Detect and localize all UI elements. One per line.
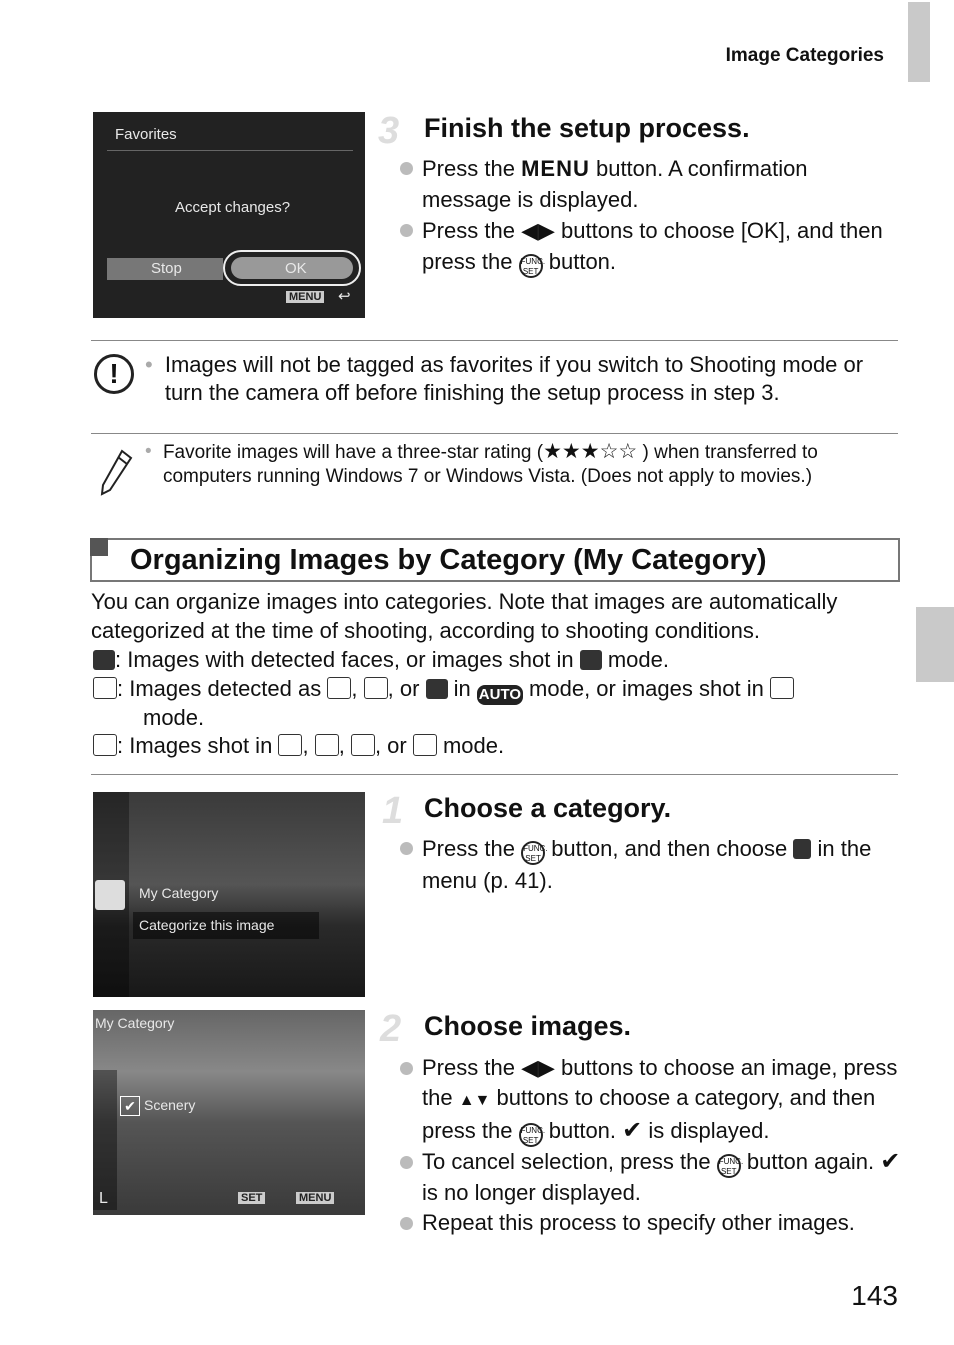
- ok-label: OK: [285, 260, 307, 277]
- caution-note: • Images will not be tagged as favorites if you switch to Shooting mode or turn the camera off before finishing the setup process in step 3.: [145, 352, 864, 405]
- kids-mode-icon: [278, 734, 302, 756]
- menu-label: My Category: [139, 885, 219, 901]
- category-item-label: Scenery: [144, 1097, 196, 1113]
- set-chip: SET: [238, 1192, 265, 1204]
- events-category-icon: [93, 734, 117, 756]
- menu-action-label: Categorize this image: [139, 917, 275, 933]
- size-label: L: [99, 1190, 108, 1207]
- checkmark-icon: ✔: [622, 1117, 643, 1144]
- left-right-arrows-icon: ◀▶: [521, 1055, 555, 1080]
- category-line-scenery: : Images detected as , , or in AUTO mode, or images shot in: [93, 674, 903, 705]
- step-number-2: 2: [380, 1008, 402, 1050]
- step-1-title: Choose a category.: [424, 793, 672, 823]
- camera-screen-favorites: [93, 112, 365, 318]
- screen-question: Accept changes?: [175, 199, 291, 216]
- scenery-category-icon: [93, 677, 117, 699]
- checkbox-checked: ✔: [120, 1096, 140, 1116]
- selected-menu-icon: [95, 880, 125, 910]
- step-2-bullet-2: To cancel selection, press the FUNC. SET button again. ✔ is no longer displayed.: [398, 1147, 903, 1208]
- night-scene-icon: [426, 679, 448, 699]
- scenery-mode-icon: [770, 677, 794, 699]
- running-header: Image Categories: [725, 45, 884, 66]
- camera-screen-func-menu: [93, 792, 365, 997]
- func-set-icon: FUNC. SET: [519, 1123, 543, 1147]
- page-number: 143: [851, 1280, 898, 1311]
- step-2-bullet-1: Press the ◀▶ buttons to choose an image, press the ▲▼ buttons to choose a category, and then press the FUNC. SET button. ✔ is displayed.: [398, 1053, 903, 1147]
- camera-screen-my-category: [93, 1010, 365, 1215]
- func-set-icon: FUNC. SET: [521, 841, 545, 865]
- func-set-icon: FUNC. SET: [717, 1154, 741, 1178]
- up-down-arrows-icon: ▲▼: [458, 1092, 491, 1109]
- stop-label: Stop: [151, 260, 182, 277]
- thumb-tab-top: [908, 2, 930, 82]
- divider-top: [91, 340, 898, 341]
- category-line-events: : Images shot in , , , or mode.: [93, 731, 903, 760]
- auto-mode-icon: AUTO: [478, 686, 522, 703]
- heading-marker: [90, 538, 108, 556]
- section-intro: You can organize images into categories. Note that images are automatically categorized at the time of shooting, according to shooting conditions.: [91, 589, 838, 643]
- step-2-title: Choose images.: [424, 1011, 632, 1041]
- category-line-people: : Images with detected faces, or images shot in mode.: [93, 645, 903, 674]
- thumb-tab-chapter: [916, 607, 954, 682]
- section-heading-box: [90, 538, 900, 582]
- divider: [107, 150, 353, 151]
- menu-chip: MENU: [296, 1192, 334, 1204]
- left-right-arrows-icon: ◀▶: [521, 218, 555, 243]
- sunset-scene-icon: [364, 677, 388, 699]
- portrait-mode-icon: [580, 650, 602, 670]
- landscape-scene-icon: [327, 677, 351, 699]
- category-line-scenery-cont: mode.: [143, 705, 205, 730]
- category-column: [93, 1070, 117, 1210]
- sports-mode-icon: [351, 734, 375, 756]
- screen-title: My Category: [95, 1015, 175, 1031]
- step-2-bullet-3: Repeat this process to specify other images.: [398, 1208, 903, 1238]
- step-3-title: Finish the setup process.: [424, 113, 750, 143]
- menu-button-icon: MENU: [521, 156, 590, 181]
- people-category-icon: [93, 650, 115, 670]
- step-number-1: 1: [382, 790, 404, 832]
- back-icon: ↩: [338, 288, 351, 305]
- pencil-icon: [100, 448, 134, 496]
- screen-title: Favorites: [115, 126, 177, 143]
- my-category-icon: [793, 839, 811, 859]
- fireworks-mode-icon: [413, 734, 437, 756]
- step-1-bullet: Press the FUNC. SET button, and then choose in the menu (p. 41).: [398, 833, 898, 896]
- func-set-icon: FUNC. SET: [519, 254, 543, 278]
- checkmark-icon: ✔: [880, 1148, 901, 1175]
- divider-middle: [91, 433, 898, 434]
- caution-icon: !: [94, 354, 134, 394]
- rating-stars: ★★★☆☆: [543, 440, 638, 463]
- step-number-3: 3: [378, 110, 400, 152]
- step-3-bullet-1: Press the MENU button. A confirmation message is displayed.: [398, 153, 898, 215]
- pets-mode-icon: [315, 734, 339, 756]
- divider-bottom: [91, 774, 898, 775]
- memo-note: • Favorite images will have a three-star rating (★★★☆☆ ) when transferred to computers running Windows 7 or Windows Vista. (Does not apply to movies.): [145, 440, 818, 487]
- section-title: Organizing Images by Category (My Category): [130, 544, 767, 576]
- step-3-bullet-2: Press the ◀▶ buttons to choose [OK], and then press the FUNC. SET button.: [398, 215, 898, 278]
- menu-chip: MENU: [286, 291, 324, 303]
